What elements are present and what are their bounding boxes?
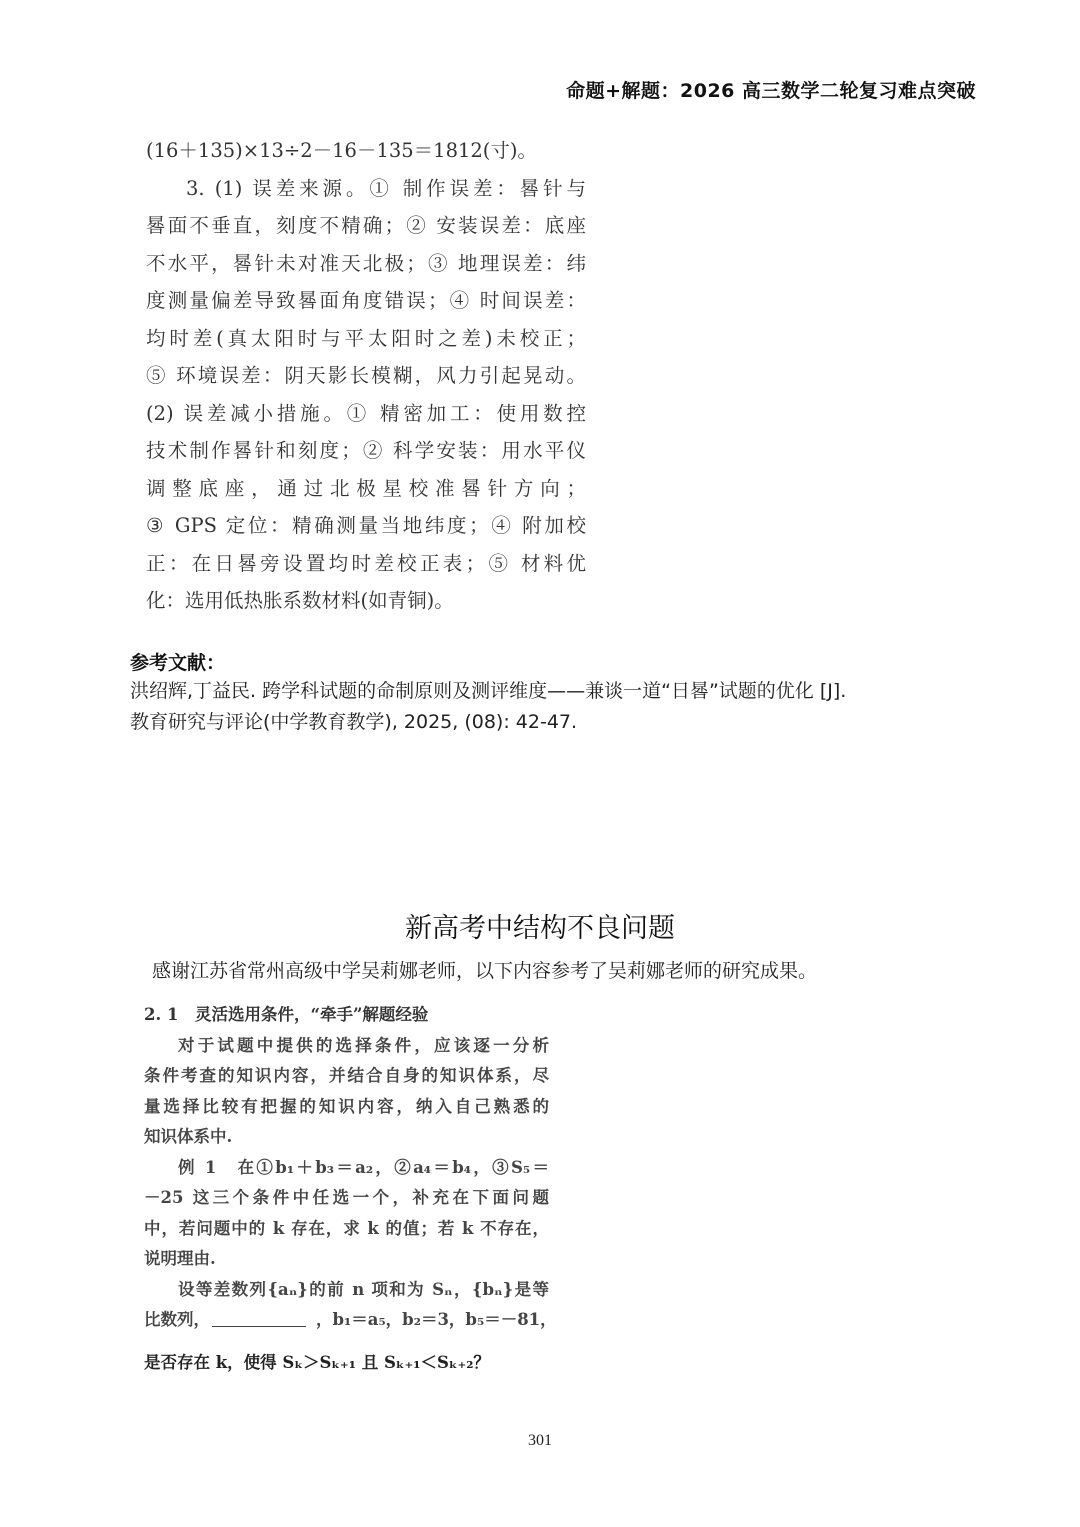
fill-in-blank bbox=[212, 1308, 306, 1327]
text-line: 3. (1) 误差来源。① 制作误差：晷针与 bbox=[186, 176, 586, 200]
page-number: 301 bbox=[528, 1432, 552, 1449]
example-line: 中，若问题中的 k 存在，求 k 的值；若 k 不存在， bbox=[144, 1218, 549, 1238]
text-line: 化：选用低热胀系数材料(如青铜)。 bbox=[146, 589, 454, 612]
text-line: 不水平，晷针未对准天北极；③ 地理误差：纬 bbox=[146, 251, 586, 275]
running-header: 命题+解题：2026 高三数学二轮复习难点突破 bbox=[566, 80, 976, 102]
text-line: 度测量偏差导致晷面角度错误；④ 时间误差： bbox=[146, 289, 586, 312]
example-line: 说明理由. bbox=[144, 1249, 216, 1268]
text-line: 量选择比较有把握的知识内容，纳入自己熟悉的 bbox=[144, 1096, 549, 1116]
reference-line: 教育研究与评论(中学教育教学), 2025, (08): 42-47. bbox=[130, 711, 578, 733]
text-line: 正：在日晷旁设置均时差校正表；⑤ 材料优 bbox=[146, 551, 586, 575]
problem-text: 比数列， bbox=[144, 1310, 210, 1329]
acknowledgement: 感谢江苏省常州高级中学吴莉娜老师，以下内容参考了吴莉娜老师的研究成果。 bbox=[152, 960, 818, 982]
reference-line: 洪绍辉,丁益民. 跨学科试题的命制原则及测评维度——兼谈一道“日晷”试题的优化 [J]. bbox=[130, 680, 847, 702]
text-line: 条件考查的知识内容，并结合自身的知识体系，尽 bbox=[144, 1066, 549, 1085]
solution-text-block bbox=[146, 132, 586, 620]
subsection-heading: 2. 1 灵活选用条件，“牵手”解题经验 bbox=[144, 1005, 429, 1024]
text-line: ⑤ 环境误差：阴天影长模糊，风力引起晃动。 bbox=[146, 364, 586, 387]
problem-text: ，b₁＝a₅，b₂＝3，b₅＝－81， bbox=[316, 1310, 557, 1329]
references-title: 参考文献： bbox=[130, 652, 226, 674]
example-line: －25 这三个条件中任选一个，补充在下面问题 bbox=[144, 1188, 549, 1207]
text-line: 知识体系中. bbox=[144, 1127, 233, 1146]
excerpt-text-block bbox=[144, 1000, 557, 1378]
text-line: ③ GPS 定位：精确测量当地纬度；④ 附加校 bbox=[146, 514, 586, 537]
problem-line: 设等差数列{aₙ}的前 n 项和为 Sₙ，{bₙ}是等 bbox=[178, 1279, 549, 1299]
text-line: (16＋135)×13÷2－16－135＝1812(寸)。 bbox=[146, 139, 538, 162]
example-line: 例 1 在①b₁＋b₃＝a₂，②a₄＝b₄，③S₅＝ bbox=[178, 1157, 549, 1177]
text-line: 调整底座，通过北极星校准晷针方向； bbox=[146, 476, 586, 500]
text-line: 晷面不垂直，刻度不精确；② 安装误差：底座 bbox=[146, 214, 586, 237]
problem-line bbox=[144, 1305, 557, 1336]
text-line: 对于试题中提供的选择条件，应该逐一分析 bbox=[178, 1035, 549, 1055]
text-line: 均时差(真太阳时与平太阳时之差)未校正； bbox=[146, 326, 586, 350]
section-title: 新高考中结构不良问题 bbox=[405, 913, 675, 944]
text-line: 技术制作晷针和刻度；② 科学安装：用水平仪 bbox=[146, 439, 586, 462]
reference-entry bbox=[130, 676, 990, 738]
text-line: (2) 误差减小措施。① 精密加工：使用数控 bbox=[146, 401, 586, 425]
question-line: 是否存在 k，使得 Sₖ＞Sₖ₊₁ 且 Sₖ₊₁＜Sₖ₊₂？ bbox=[144, 1352, 490, 1372]
